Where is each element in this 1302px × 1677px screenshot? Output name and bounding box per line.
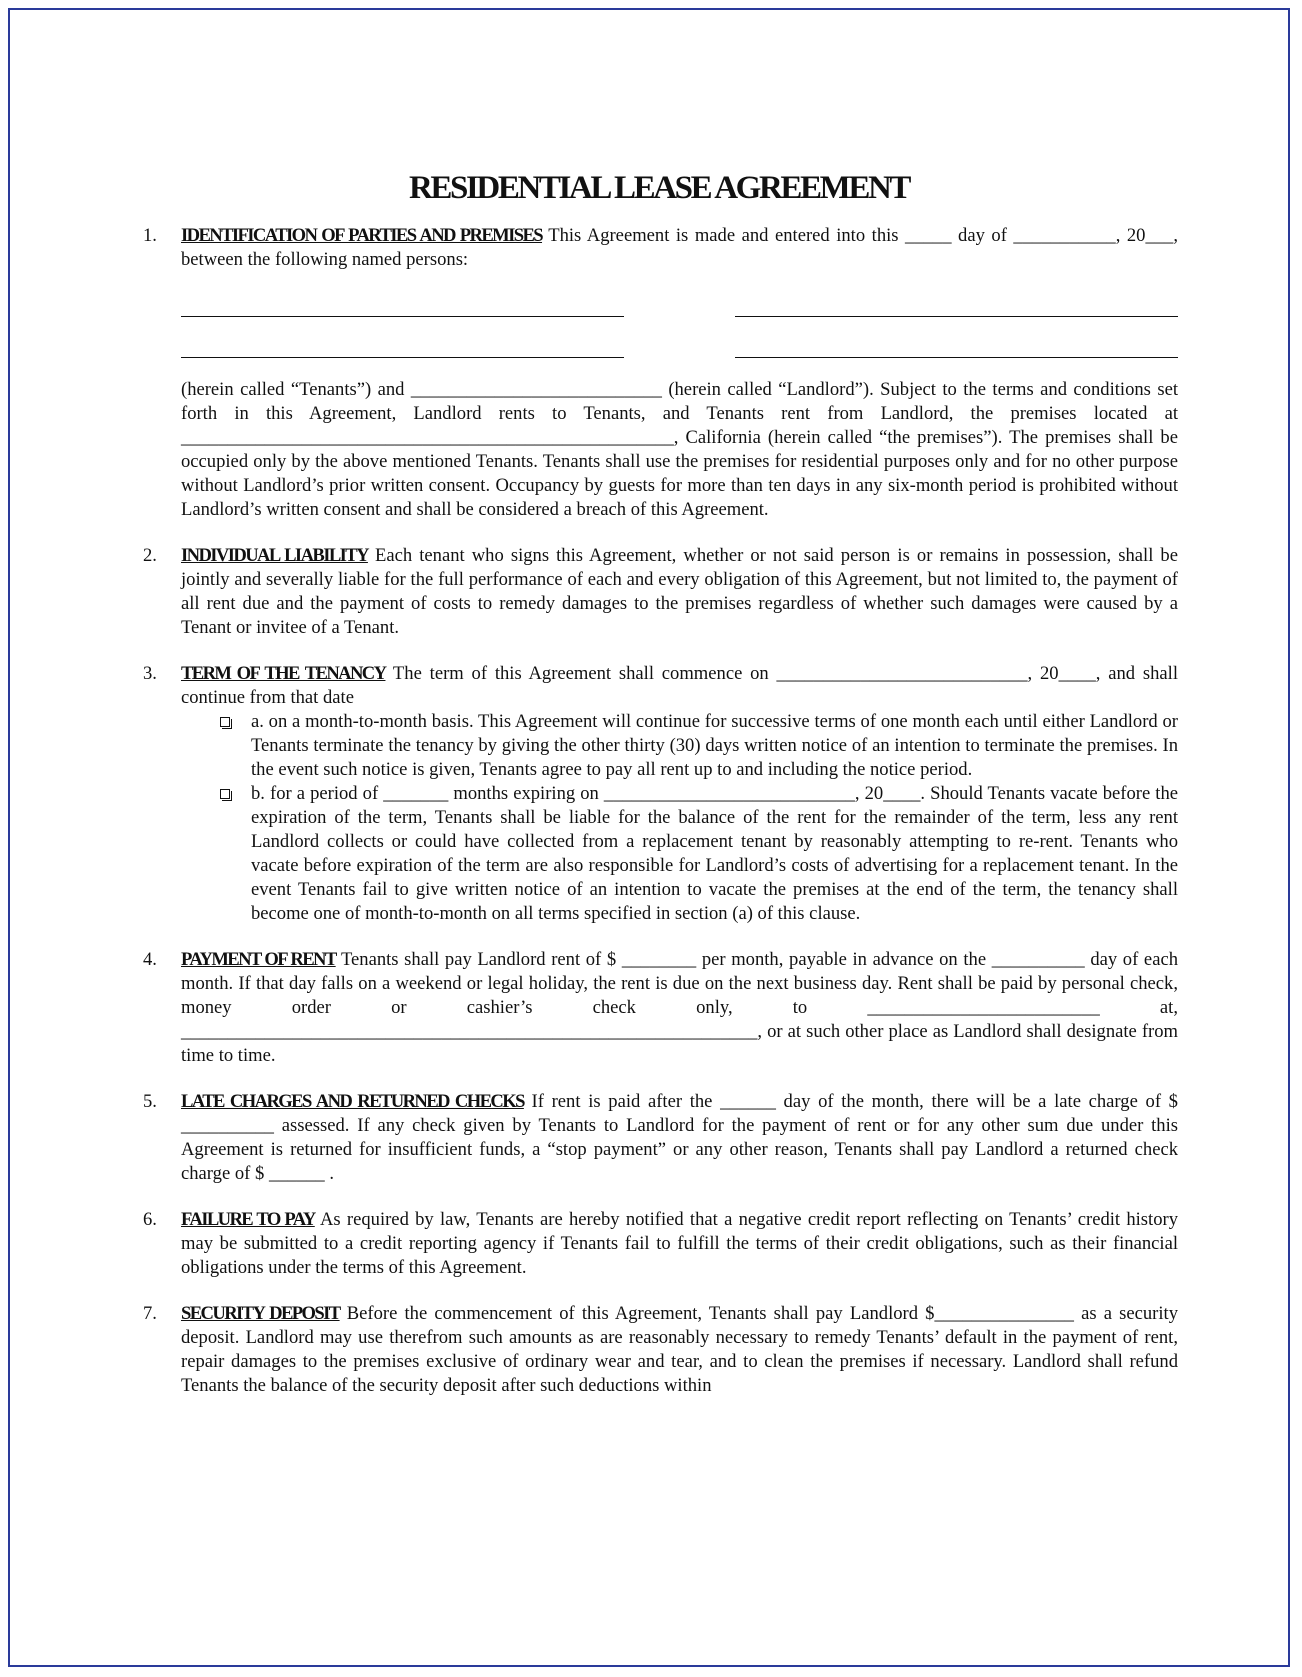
section-number: 4. [143,949,157,970]
section-body-text: (herein called “Tenants”) and ___________________________ (herein called “Landlord”). Subject to the terms and conditions set forth in this Agreement, Landlord rents to Tenants, and Tenants rent from Landlord, the premises located at _____________________________________________________, California (herein called “the premises”). The premises shall be occupied only by the above mentioned Tenants. Tenants shall use the premises for residential purposes only and for no other purpose without Landlord’s prior written consent. Occupancy by guests for more than ten days in any six-month period is prohibited without Landlord’s written consent and shall be considered a breach of this Agreement. [181,379,1178,520]
section-heading: FAILURE TO PAY [181,1209,315,1230]
section-number: 6. [143,1209,157,1230]
section-1 [140,224,1178,272]
section-body-text: Before the commencement of this Agreement, Tenants shall pay Landlord $_______________ as a security deposit. Landlord may use therefrom such amounts as are reasonably necessary to remedy Tenants’ default in the payment of rent, repair damages to the premises exclusive of ordinary wear and tear, and to clean the premises if necessary. Landlord shall refund Tenants the balance of the security deposit after such deductions within [181,1303,1178,1396]
section-lead-text: This Agreement is made and entered into this _____ day of ___________, 20___, between the following named persons: [181,225,1178,270]
lease-document [140,168,1178,1398]
section-body-text: As required by law, Tenants are hereby notified that a negative credit report reflecting on Tenants’ credit history may be submitted to a credit reporting agency if Tenants fail to fulfill the terms of their credit obligations, such as their financial obligations under the terms of this Agreement. [181,1209,1178,1278]
section-heading: INDIVIDUAL LIABILITY [181,545,368,566]
section-body-text: Tenants shall pay Landlord rent of $ ________ per month, payable in advance on the __________ day of each month. If that day falls on a weekend or legal holiday, the rent is due on the next business day. Rent shall be paid by personal check, money order or cashier’s check only, to _________________________ at, ______________________________________________________________, or at such other place as Landlord shall designate from time to time. [181,949,1178,1066]
section-heading: SECURITY DEPOSIT [181,1303,340,1324]
section-1-body [140,378,1178,522]
section-number: 3. [143,663,157,684]
tenant-name-line[interactable] [735,298,1178,317]
section-body-text: Each tenant who signs this Agreement, whether or not said person is or remains in possession, shall be jointly and severally liable for the full performance of each and every obligation of this Agreement, but not limited to, the payment of all rent due and the payment of costs to remedy damages to the premises regardless of whether such damages were caused by a Tenant or invitee of a Tenant. [181,545,1178,638]
section-3 [140,662,1178,710]
tenant-name-line[interactable] [181,298,624,317]
tenant-signature-row-1 [140,298,1178,317]
tenant-name-line[interactable] [181,339,624,358]
checkbox-icon[interactable] [220,789,230,799]
option-text: b. for a period of _______ months expiring on ___________________________, 20____. Should Tenants vacate before the expiration of the term, Tenants shall be liable for the balance of the rent for the remainder of the term, less any rent Landlord collects or could have collected from a replacement tenant by reasonably attempting to re-rent. Tenants who vacate before expiration of the term are also responsible for Landlord’s costs of advertising for a replacement tenant. In the event Tenants fail to give written notice of an intention to vacate the premises at the end of the term, the tenancy shall become one of month-to-month on all terms specified in section (a) of this clause. [251,783,1178,924]
section-3-options [140,710,1178,926]
section-6 [140,1208,1178,1280]
section-7 [140,1302,1178,1398]
page-frame [8,8,1290,1667]
term-option-b [181,782,1178,926]
section-heading: LATE CHARGES AND RETURNED CHECKS [181,1091,524,1112]
section-number: 5. [143,1091,157,1112]
section-number: 1. [143,225,157,246]
section-number: 7. [143,1303,157,1324]
term-option-a [181,710,1178,782]
section-heading: TERM OF THE TENANCY [181,663,386,684]
checkbox-icon[interactable] [220,717,230,727]
section-4 [140,948,1178,1068]
tenant-name-line[interactable] [735,339,1178,358]
section-body-text: If rent is paid after the ______ day of the month, there will be a late charge of $ __________ assessed. If any check given by Tenants to Landlord for the payment of rent or for any other sum due under this Agreement is returned for insufficient funds, a “stop payment” or any other reason, Tenants shall pay Landlord a returned check charge of $ ______ . [181,1091,1178,1184]
tenant-signature-row-2 [140,339,1178,358]
section-heading: IDENTIFICATION OF PARTIES AND PREMISES [181,225,543,246]
document-title: RESIDENTIAL LEASE AGREEMENT [408,170,910,206]
section-heading: PAYMENT OF RENT [181,949,336,970]
section-2 [140,544,1178,640]
section-number: 2. [143,545,157,566]
section-body-text: The term of this Agreement shall commence on ___________________________, 20____, and shall continue from that date [181,663,1178,708]
option-text: a. on a month-to-month basis. This Agreement will continue for successive terms of one month each until either Landlord or Tenants terminate the tenancy by giving the other thirty (30) days written notice of an intention to terminate the premises. In the event such notice is given, Tenants agree to pay all rent up to and including the notice period. [251,711,1178,780]
section-5 [140,1090,1178,1186]
